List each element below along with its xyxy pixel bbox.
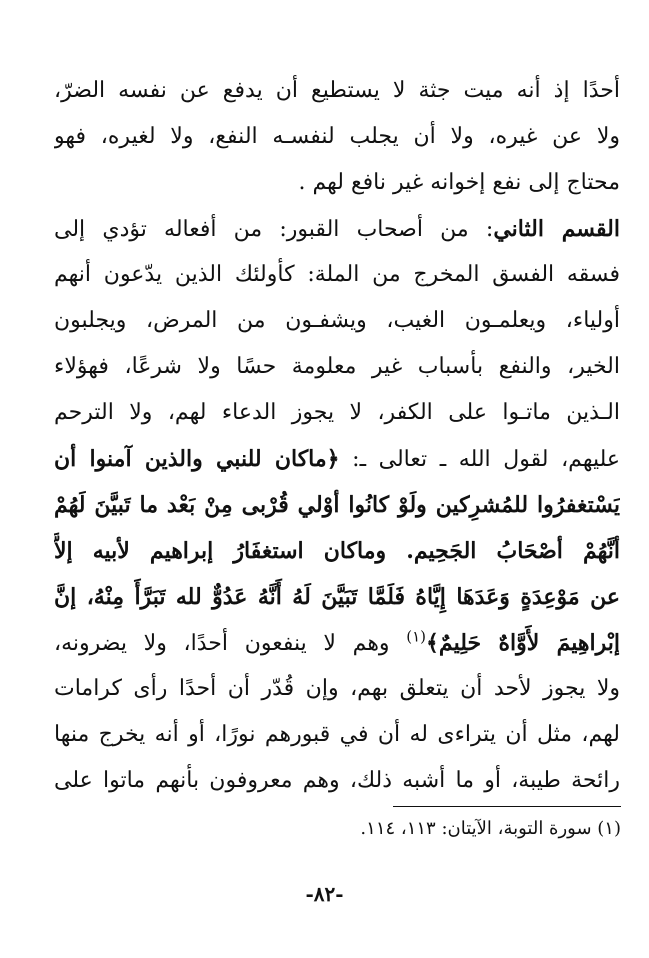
line-text: محتاج إلى نفع إخوانه غير نافع لهم . — [298, 170, 620, 195]
quran-verse-text: ﴿ماكان للنبي والذين آمنوا أن — [54, 446, 340, 472]
text-line — [54, 114, 620, 160]
line-text: أولياء، ويعلمـون الغيب، ويشفـون من المرض، ويجلبون — [54, 308, 620, 333]
text-line — [54, 574, 620, 620]
line-text: فسقه الفسق المخرج من الملة: كأولئك الذين يدّعون أنهم — [54, 262, 620, 287]
quran-verse-text: أنَّهُمْ أصْحَابُ الجَحِيم. وماكان استغفَارُ إبراهيم لأبيه إلاَّ — [54, 538, 620, 564]
line-text: ولا عن غيره، ولا أن يجلب لنفسـه النفع، ولا لغيره، فهو — [54, 124, 620, 149]
text-line — [54, 390, 620, 436]
footnote-divider — [393, 806, 621, 807]
line-text: الـذين ماتـوا على الكفر، لا يجوز الدعاء لهم، ولا الترحم — [54, 400, 620, 425]
section-heading: القسم الثاني — [493, 216, 620, 242]
text-line — [54, 436, 620, 482]
footnote: (١) سورة التوبة، الآيتان: ١١٣، ١١٤. — [360, 818, 621, 839]
quran-verse-text: إبْراهِيمَ لأَوَّاهٌ حَلِيمٌ﴾ — [426, 630, 620, 656]
line-text: : من أصحاب القبور: من أفعاله تؤدي إلى — [54, 217, 494, 242]
quran-verse-text: عن مَوْعِدَةٍ وَعَدَهَا إِيَّاهُ فَلَمَّا تَبَيَّنَ لَهُ أَنَّهُ عَدُوٌّ لله تَبَرَّأَ مِنْهُ، إنَّ — [54, 584, 620, 610]
line-text: رائحة طيبة، أو ما أشبه ذلك، وهم معروفون بأنهم ماتوا على — [54, 768, 620, 793]
line-text: أحدًا إذ أنه ميت جثة لا يستطيع أن يدفع عن نفسه الضرّ، — [54, 78, 620, 103]
text-line — [54, 68, 620, 114]
text-line — [54, 712, 620, 758]
line-text: ولا يجوز لأحد أن يتعلق بهم، وإن قُدّر أن أحدًا رأى كرامات — [54, 676, 620, 701]
line-text: وهم لا ينفعون أحدًا، ولا يضرونه، — [54, 631, 407, 656]
text-line — [54, 160, 620, 206]
line-text: الخير، والنفع بأسباب غير معلومة حسًا ولا شرعًا، فهؤلاء — [54, 354, 620, 379]
line-text: عليهم، لقول الله ـ تعالى ـ: — [339, 447, 620, 472]
text-line — [54, 620, 620, 666]
text-line — [54, 758, 620, 804]
page-number: -٨٢- — [305, 882, 344, 906]
quran-verse-text: يَسْتغفرُوا للمُشرِكين ولَوْ كانُوا أوْلي قُرْبى مِنْ بَعْد ما تَبيَّنَ لَهُمْ — [54, 492, 620, 518]
text-line — [54, 252, 620, 298]
footnote-marker: (١) — [406, 627, 427, 646]
text-line — [54, 206, 620, 252]
text-line — [54, 298, 620, 344]
text-line — [54, 344, 620, 390]
text-line — [54, 482, 620, 528]
line-text: لهم، مثل أن يتراءى له أن في قبورهم نورًا، أو أنه يخرج منها — [54, 722, 620, 747]
body-text — [54, 68, 620, 804]
text-line — [54, 666, 620, 712]
text-line — [54, 528, 620, 574]
